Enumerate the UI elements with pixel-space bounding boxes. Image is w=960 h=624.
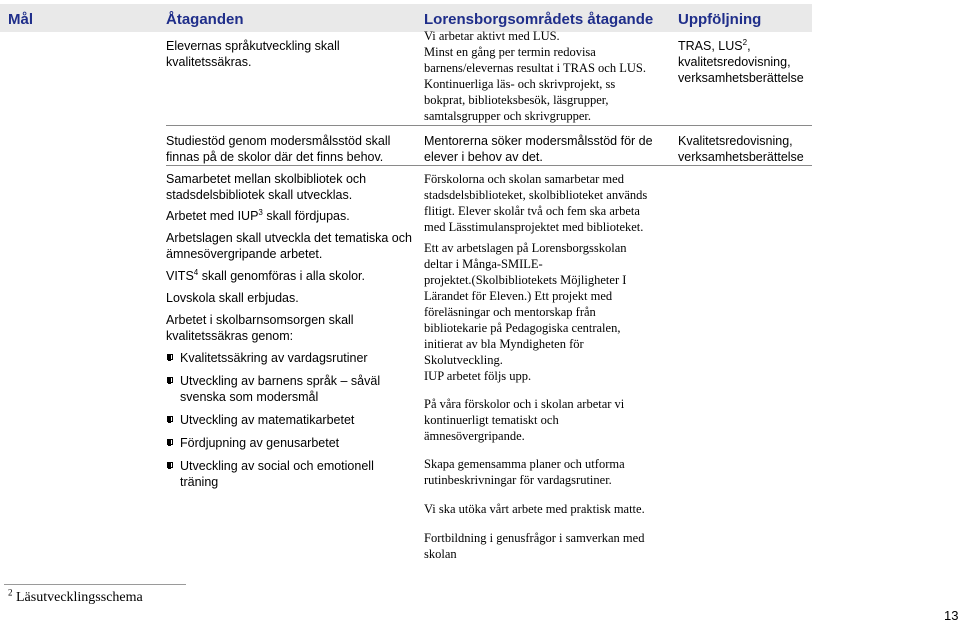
row-divider	[166, 165, 812, 166]
row2-area-commitment: Mentorerna söker modersmålsstöd för de elever i behov av det.	[424, 134, 653, 164]
list-item: Kvalitetssäkring av vardagsrutiner	[166, 350, 418, 366]
bullet-square-icon	[167, 354, 173, 360]
quality-bullet-list	[166, 350, 418, 490]
commitment-iup: Arbetet med IUP$^3$ skall fördjupas.	[166, 207, 350, 223]
row3-commitments	[166, 171, 418, 490]
header-uppfoljning: Uppföljning	[678, 11, 762, 28]
row-divider	[166, 125, 812, 126]
area-math: Vi ska utöka vårt arbete med praktisk matte.	[424, 502, 645, 516]
page-number: 13	[944, 608, 959, 623]
footnote: $^2$ Läsutvecklingsschema	[8, 587, 143, 605]
commitment-thematic: Arbetslagen skall utveckla det tematiska och ämnesövergripande arbetet.	[166, 231, 412, 261]
area-gender: Fortbildning i genusfrågor i samverkan med skolan	[424, 531, 645, 561]
row1-commitment: Elevernas språkutveckling skall kvalitetssäkras.	[166, 39, 340, 69]
bullet-square-icon	[167, 462, 173, 468]
area-thematic: På våra förskolor och i skolan arbetar vi kontinuerligt tematiskt och ämnesövergripande.	[424, 397, 625, 443]
row2-followup: Kvalitetsredovisning, verksamhetsberättelse	[678, 134, 804, 164]
commitment-lovskola: Lovskola skall erbjudas.	[166, 291, 299, 305]
header-mal: Mål	[8, 11, 34, 28]
area-routines: Skapa gemensamma planer och utforma rutinbeskrivningar för vardagsrutiner.	[424, 457, 625, 487]
area-library-cooperation: Förskolorna och skolan samarbetar med stadsdelsbiblioteket, skolbiblioteket används flitigt. Elever skolår två och fem ska arbeta med Lässtimulansprojektet med biblioteket.	[424, 172, 648, 234]
list-item: Utveckling av barnens språk – såväl svenska som modersmål	[166, 373, 418, 405]
bullet-square-icon	[167, 377, 173, 383]
list-item: Fördjupning av genusarbetet	[166, 435, 418, 451]
header-ataganden: Åtaganden	[166, 11, 244, 28]
row1-followup: TRAS, LUS$^2$, kvalitetsredovisning, verksamhetsberättelse	[678, 37, 804, 85]
row2-commitment: Studiestöd genom modersmålsstöd skall finnas på de skolor där det finns behov.	[166, 134, 391, 164]
bullet-square-icon	[167, 439, 173, 445]
commitment-skolbarnsomsorg: Arbetet i skolbarnsomsorgen skall kvalitetssäkras genom:	[166, 313, 354, 343]
list-item: Utveckling av social och emotionell träning	[166, 458, 418, 490]
area-smile-project: Ett av arbetslagen på Lorensborgsskolan deltar i Många-SMILE- projektet.(Skolbibliotekets Möjligheter I Lärandet för Eleven.) Ett projekt med föreläsningar och mentorskap från bibliotekarie på Pedagogiska centralen, initierat av bla Myndigheten för Skolutveckling. IUP arbetet följs upp.	[424, 241, 627, 383]
commitment-vits: VITS$^4$ skall genomföras i alla skolor.	[166, 267, 365, 283]
commitment-library: Samarbetet mellan skolbibliotek och stadsdelsbibliotek skall utvecklas.	[166, 172, 367, 202]
row1-area-commitment: Vi arbetar aktivt med LUS. Minst en gång per termin redovisa barnens/elevernas resultat i TRAS och LUS. Kontinuerliga läs- och skrivprojekt, ss bokprat, biblioteksbesök, läsgrupper, samtalsgrupper och skrivgrupper.	[424, 29, 646, 123]
row3-area-commitments	[424, 171, 674, 562]
footnote-separator	[4, 584, 186, 585]
bullet-square-icon	[167, 416, 173, 422]
header-omradets-atagande: Lorensborgsområdets åtagande	[424, 11, 654, 28]
list-item: Utveckling av matematikarbetet	[166, 412, 418, 428]
